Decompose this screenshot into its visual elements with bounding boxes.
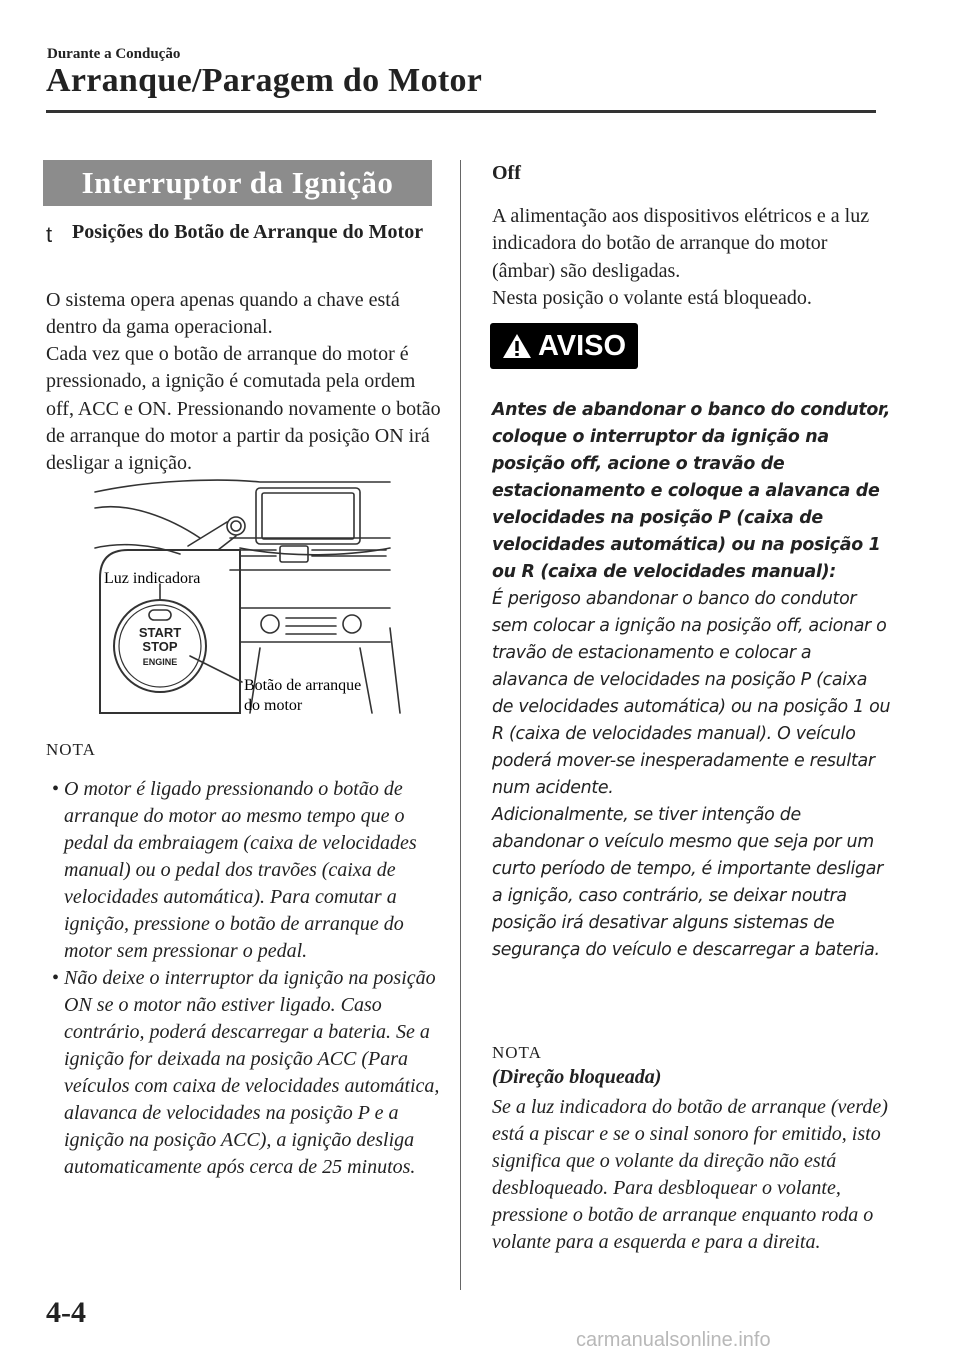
note-item-text: O motor é ligado pressionando o botão de arranque do motor ao mesmo tempo que o pedal da embraiagem (caixa de velocidades manual) ou o pedal dos travões (caixa de velocidades automática). Para comutar a ignição, pressione o botão de arranque do motor sem pressionar o pedal. <box>64 778 417 962</box>
header-rule <box>46 110 876 113</box>
warning-label: AVISO <box>537 329 627 362</box>
section-title: Interruptor da Ignição <box>43 160 432 206</box>
dashboard-figure <box>90 478 430 718</box>
button-text-engine: ENGINE <box>142 657 178 667</box>
warning-triangle-icon <box>502 333 532 359</box>
note-item-text: Não deixe o interruptor da ignição na posição ON se o motor não estiver ligado. Caso contrário, poderá descarregar a bateria. Se a ignição for deixada na posição ACC (Para veículos com caixa de velocidades automática, alavanca de velocidades na posição P e a ignição na posição ACC), a ignição desliga automaticamente após cerca de 25 minutos. <box>64 967 440 1178</box>
page-title: Arranque/Paragem do Motor <box>46 62 483 99</box>
label-start-button-line2: do motor <box>244 697 303 714</box>
list-item: • Não deixe o interruptor da ignição na posição ON se o motor não estiver ligado. Caso contrário, poderá descarregar a bateria. Se a ignição for deixada na posição ACC (Para veículos com caixa de velocidades automática, alavanca de velocidades na posição P e a ignição na posição ACC), a ignição desliga automaticamente após cerca de 25 minutos. <box>52 967 440 1178</box>
note-title: NOTA <box>46 740 96 759</box>
warning-paragraph: É perigoso abandonar o banco do condutor sem colocar a ignição na posição off, acionar o travão de estacionamento e colocar a alavanca de velocidades na posição P (caixa de velocidades automática) ou na posição 1 ou R (caixa de velocidades manual). O veículo poderá mover-se inesperadamente e resultar num acidente. <box>492 589 891 798</box>
note-subtitle: (Direção bloqueada) <box>492 1066 662 1088</box>
note-text: Se a luz indicadora do botão de arranque (verde) está a piscar e se o sinal sonoro for emitido, isto significa que o volante da direção não está desbloqueado. Para desbloquear o volante, pressione o botão de arranque enquanto roda o volante para a esquerda e para a direita. <box>492 1096 888 1253</box>
ignition-paragraph: Cada vez que o botão de arranque do motor é pressionado, a ignição é comutada pela ordem off, ACC e ON. Pressionando novamente o botão de arranque do motor a partir da posição ON irá desligar a ignição. <box>46 343 441 475</box>
off-paragraph-line2: Nesta posição o volante está bloqueado. <box>492 286 812 309</box>
off-paragraph-line1: A alimentação aos dispositivos elétricos e a luz indicadora do botão de arranque do motor (âmbar) são desligadas. <box>492 205 870 282</box>
note-title-2: NOTA <box>492 1043 542 1062</box>
subsection-marker: t <box>46 222 53 247</box>
column-divider <box>460 160 461 1290</box>
off-paragraph <box>492 203 892 312</box>
warning-paragraph: Adicionalmente, se tiver intenção de abandonar o veículo mesmo que seja por um curto período de tempo, é importante desligar a ignição, caso contrário, se deixar noutra posição irá desativar alguns sistemas de segurança do veículo e descarregar a bateria. <box>492 805 883 960</box>
list-item: • O motor é ligado pressionando o botão de arranque do motor ao mesmo tempo que o pedal da embraiagem (caixa de velocidades manual) ou o pedal dos travões (caixa de velocidades automática). Para comutar a ignição, pressione o botão de arranque do motor sem pressionar o pedal. <box>52 778 417 962</box>
chapter-label: Durante a Condução <box>47 46 181 62</box>
label-start-button-line1: Botão de arranque <box>244 677 362 694</box>
subsection-heading: Posições do Botão de Arranque do Motor <box>72 221 424 243</box>
off-heading: Off <box>492 162 521 184</box>
warning-heading: Antes de abandonar o banco do condutor, coloque o interruptor da ignição na posição off, acione o travão de estacionamento e coloque a alavanca de velocidades na posição P (caixa de velocidades automática) ou na posição 1 ou R (caixa de velocidades manual): <box>492 400 891 582</box>
button-text-start: START <box>138 625 182 640</box>
page-number: 4-4 <box>46 1296 86 1329</box>
label-indicator-light: Luz indicadora <box>104 570 201 587</box>
warning-badge <box>490 323 638 369</box>
note-list <box>46 776 446 1181</box>
button-text-stop: STOP <box>142 639 178 654</box>
dashboard-illustration <box>90 478 430 718</box>
warning-body <box>492 586 892 964</box>
intro-paragraph: O sistema opera apenas quando a chave está dentro da gama operacional. <box>46 289 400 339</box>
watermark: carmanualsonline.info <box>576 1329 771 1351</box>
